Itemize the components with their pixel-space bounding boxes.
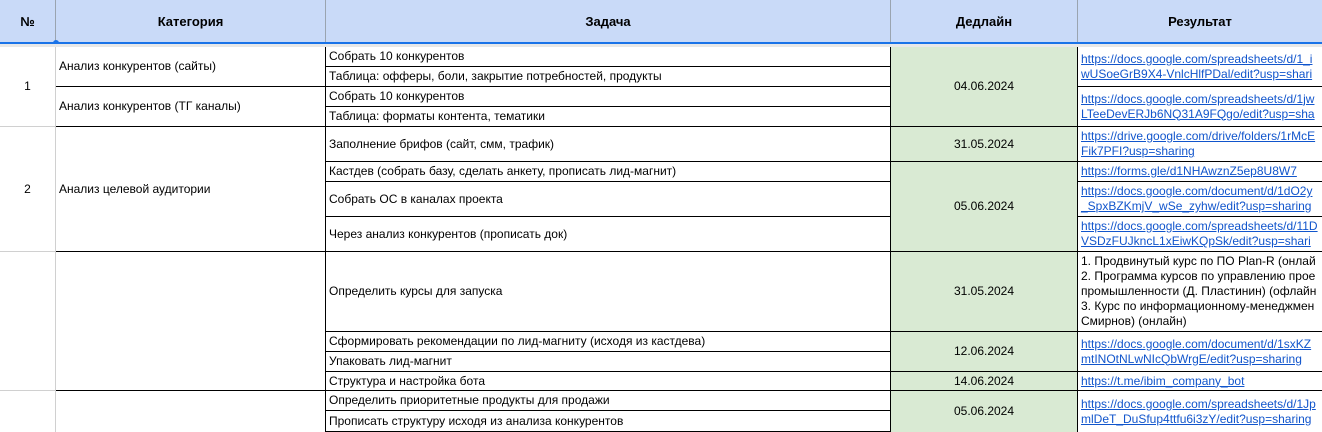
result-link[interactable]: https://docs.google.com/document/d/1dO2y: [1081, 184, 1313, 198]
deadline-cell[interactable]: 14.06.2024: [891, 372, 1078, 391]
result-link[interactable]: https://forms.gle/d1NHAwznZ5ep8U8W7: [1081, 164, 1297, 178]
result-text: промышленности (Д. Пластинин) (офлайн: [1081, 284, 1317, 298]
category-cell[interactable]: Анализ конкурентов (ТГ каналы): [56, 87, 326, 127]
task-cell[interactable]: Через анализ конкурентов (прописать док): [326, 217, 891, 252]
task-cell[interactable]: Кастдев (собрать базу, сделать анкету, прописать лид-магнит): [326, 162, 891, 182]
result-text: 1. Продвинутый курс по ПО Plan-R (онлай: [1081, 254, 1316, 268]
task-cell[interactable]: Сформировать рекомендации по лид-магниту (исходя из кастдева): [326, 332, 891, 352]
task-cell[interactable]: Прописать структуру исходя из анализа конкурентов: [326, 411, 891, 432]
result-cell[interactable]: [1078, 217, 1322, 252]
result-text: Смирнов) (онлайн): [1081, 314, 1187, 328]
result-link[interactable]: https://docs.google.com/spreadsheets/d/1jw: [1081, 91, 1315, 106]
header-task[interactable]: Задача: [326, 0, 891, 42]
result-cell[interactable]: [1078, 182, 1322, 217]
deadline-cell[interactable]: 31.05.2024: [891, 127, 1078, 162]
result-text: 3. Курс по информационному-менеджмен: [1081, 299, 1315, 313]
deadline-cell[interactable]: 04.06.2024: [891, 47, 1078, 127]
deadline-cell[interactable]: 12.06.2024: [891, 332, 1078, 372]
task-cell[interactable]: Собрать ОС в каналах проекта: [326, 182, 891, 217]
task-cell[interactable]: Собрать 10 конкурентов: [326, 87, 891, 107]
result-cell[interactable]: [1078, 47, 1322, 87]
result-cell[interactable]: [1078, 372, 1322, 391]
row-number-cell[interactable]: 1: [0, 47, 56, 127]
category-cell[interactable]: Анализ конкурентов (сайты): [56, 47, 326, 87]
result-link[interactable]: Fik7PFI?usp=sharing: [1081, 144, 1195, 158]
result-link[interactable]: wUSoeGrB9X4-VnlcHlfPDal/edit?usp=shari: [1081, 66, 1313, 81]
category-cell[interactable]: [56, 252, 326, 391]
header-deadline[interactable]: Дедлайн: [891, 0, 1078, 42]
result-text: 2. Программа курсов по управлению прое: [1081, 269, 1316, 283]
category-cell[interactable]: Анализ целевой аудитории: [56, 127, 326, 252]
result-link[interactable]: https://docs.google.com/document/d/1sxKZ: [1081, 336, 1312, 351]
result-link[interactable]: mtINOtNLwNIcQbWrgE/edit?usp=sharing: [1081, 351, 1302, 366]
task-cell[interactable]: Определить курсы для запуска: [326, 252, 891, 332]
category-cell[interactable]: [56, 391, 326, 432]
result-link[interactable]: mlDeT_DuSfup4ttfu6i3zY/edit?usp=sharing: [1081, 411, 1312, 426]
result-link[interactable]: https://docs.google.com/spreadsheets/d/1_i: [1081, 51, 1313, 66]
header-num[interactable]: №: [0, 0, 56, 42]
header-result[interactable]: Результат: [1078, 0, 1322, 42]
result-link[interactable]: VSDzFUJkncL1xEiwKQpSk/edit?usp=shari: [1081, 234, 1311, 248]
task-cell[interactable]: Упаковать лид-магнит: [326, 352, 891, 372]
result-cell[interactable]: [1078, 127, 1322, 162]
task-cell[interactable]: Таблица: офферы, боли, закрытие потребностей, продукты: [326, 67, 891, 87]
result-link[interactable]: https://docs.google.com/spreadsheets/d/1Jp: [1081, 396, 1316, 411]
deadline-cell[interactable]: 05.06.2024: [891, 162, 1078, 252]
result-link[interactable]: _SpxBZKmjV_wSe_zyhw/edit?usp=sharing: [1081, 199, 1312, 213]
row-number-cell[interactable]: [0, 252, 56, 391]
result-link[interactable]: https://drive.google.com/drive/folders/1rMcE: [1081, 129, 1316, 143]
result-cell[interactable]: [1078, 162, 1322, 182]
task-cell[interactable]: Собрать 10 конкурентов: [326, 47, 891, 67]
task-cell[interactable]: Определить приоритетные продукты для продажи: [326, 391, 891, 411]
task-cell[interactable]: Заполнение брифов (сайт, смм, трафик): [326, 127, 891, 162]
row-number-cell[interactable]: 2: [0, 127, 56, 252]
header-category[interactable]: Категория: [56, 0, 326, 42]
deadline-cell[interactable]: 31.05.2024: [891, 252, 1078, 332]
result-link[interactable]: LTeeDevERJb6NQ31A9FQgo/edit?usp=sha: [1081, 106, 1315, 121]
result-cell[interactable]: [1078, 332, 1322, 372]
deadline-cell[interactable]: 05.06.2024: [891, 391, 1078, 432]
result-cell[interactable]: [1078, 252, 1322, 332]
task-cell[interactable]: Структура и настройка бота: [326, 372, 891, 391]
row-number-cell[interactable]: [0, 391, 56, 432]
result-cell[interactable]: [1078, 391, 1322, 432]
result-cell[interactable]: [1078, 87, 1322, 127]
task-cell[interactable]: Таблица: форматы контента, тематики: [326, 107, 891, 127]
result-link[interactable]: https://docs.google.com/spreadsheets/d/11D: [1081, 219, 1318, 233]
result-link[interactable]: https://t.me/ibim_company_bot: [1081, 373, 1245, 388]
